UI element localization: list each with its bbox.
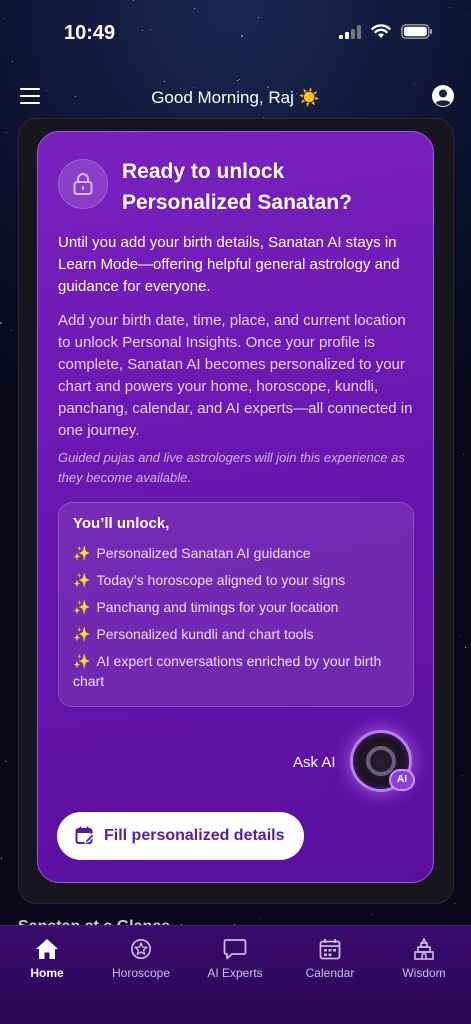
sparkle-icon: ✨ <box>73 653 91 669</box>
status-bar <box>0 0 471 66</box>
calendar-icon <box>319 938 341 960</box>
ask-ai-button[interactable] <box>350 730 412 792</box>
star-dot <box>260 918 261 919</box>
ask-ai-label[interactable]: Ask AI <box>293 754 336 771</box>
tab-wisdom[interactable]: Wisdom <box>377 938 471 980</box>
list-item: ✨ Personalized kundli and chart tools <box>73 626 314 642</box>
star-dot <box>5 761 6 762</box>
lock-icon <box>72 172 94 196</box>
tab-home[interactable]: Home <box>0 938 94 980</box>
star-circle-icon <box>129 938 153 960</box>
star-dot <box>372 914 373 915</box>
ai-badge: AI <box>389 769 415 791</box>
status-icons <box>339 24 433 39</box>
unlock-benefits-box <box>58 502 414 707</box>
home-icon <box>35 938 59 960</box>
details-paragraph: Add your birth date, time, place, and current location to unlock Personal Insights. Once your profile is complete, Sanatan AI becomes personalized to your chart and powers your home, horoscope, kundli, panchang, calendar, and AI experts—all connected in one journey. <box>58 312 413 439</box>
wifi-icon <box>371 24 391 39</box>
battery-icon <box>401 24 433 39</box>
unlock-list <box>73 543 403 698</box>
fill-details-button[interactable] <box>57 812 304 860</box>
greeting-text: Good Morning, Raj ☀️ <box>151 88 320 107</box>
sparkle-icon: ✨ <box>73 572 91 588</box>
star-dot <box>0 322 2 324</box>
star-dot <box>6 132 7 133</box>
lock-icon-badge <box>58 159 108 209</box>
star-dot <box>462 775 463 776</box>
unlock-personalization-card <box>37 131 434 883</box>
list-item: ✨ Panchang and timings for your location <box>73 599 339 615</box>
star-dot <box>465 647 466 648</box>
chat-bubble-icon <box>223 938 247 960</box>
sparkle-icon: ✨ <box>73 626 91 642</box>
coming-soon-note: Guided pujas and live astrologers will join this experience as they become available. <box>58 450 405 485</box>
list-item: ✨ Personalized Sanatan AI guidance <box>73 545 311 561</box>
card-title: Ready to unlock Personalized Sanatan? <box>122 160 352 214</box>
temple-icon <box>412 938 436 960</box>
tab-ai-experts[interactable]: AI Experts <box>188 938 282 980</box>
learn-mode-paragraph: Until you add your birth details, Sanatan AI stays in Learn Mode—offering helpful general astrology and guidance for everyone. <box>58 234 400 295</box>
star-dot <box>11 330 12 331</box>
signal-icon <box>339 25 361 39</box>
fill-details-label: Fill personalized details <box>104 827 285 844</box>
unlock-title: You’ll unlock, <box>73 515 170 532</box>
tab-horoscope[interactable]: Horoscope <box>94 938 188 980</box>
bottom-tab-bar <box>0 925 471 1024</box>
sparkle-icon: ✨ <box>73 545 91 561</box>
calendar-edit-icon <box>75 826 95 846</box>
tab-calendar[interactable]: Calendar <box>283 938 377 980</box>
status-time: 10:49 <box>64 22 116 44</box>
list-item: ✨ Today’s horoscope aligned to your signs <box>73 572 346 588</box>
star-dot <box>463 454 464 455</box>
list-item: ✨ AI expert conversations enriched by your birth chart <box>73 653 382 689</box>
star-dot <box>454 903 455 904</box>
star-dot <box>1 858 2 859</box>
sparkle-icon: ✨ <box>73 599 91 615</box>
profile-icon[interactable] <box>431 84 455 108</box>
star-dot <box>459 635 460 636</box>
